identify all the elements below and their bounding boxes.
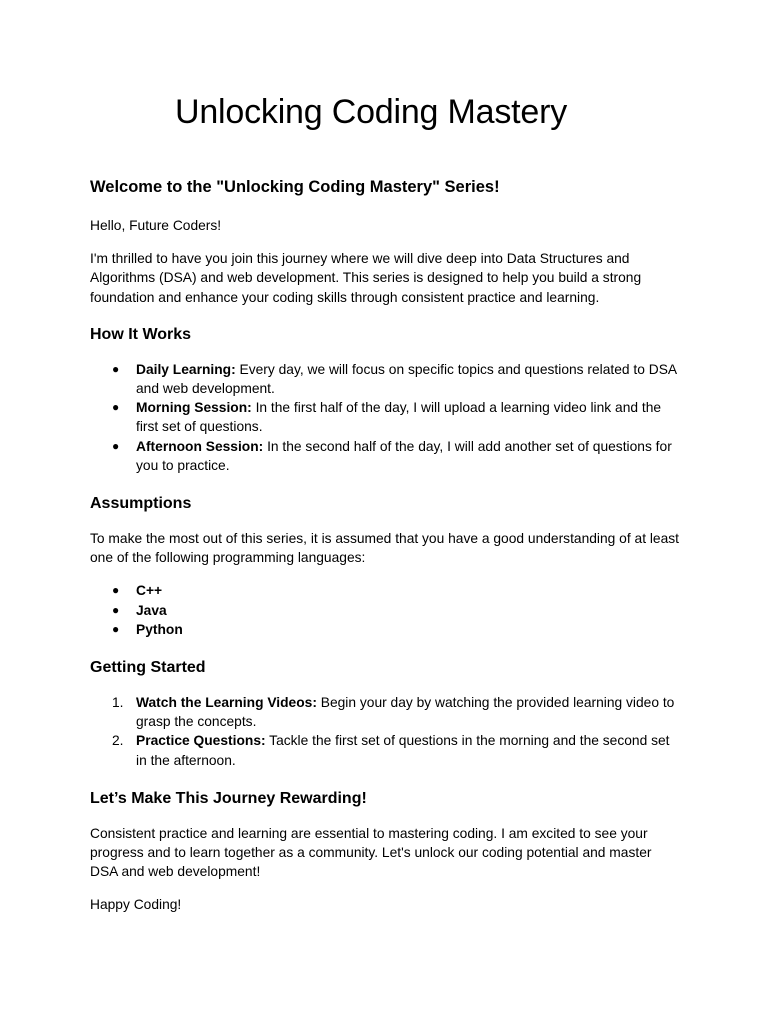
list-item: [90, 601, 682, 620]
list-number: 2.: [112, 733, 124, 749]
list-item-label: Morning Session:: [136, 400, 252, 416]
list-item: [90, 437, 682, 475]
list-item: [90, 693, 682, 731]
bullet-icon: ●: [112, 438, 120, 453]
list-item-text: In the first half of the day, I will upload a learning video link and the first set of questions.: [136, 400, 662, 435]
list-item: [90, 398, 682, 436]
language-label: Java: [136, 602, 167, 618]
assumptions-paragraph: To make the most out of this series, it is assumed that you have a good understanding of at least one of the following programming languages:: [90, 531, 680, 566]
bullet-icon: ●: [112, 621, 120, 636]
list-item: [90, 731, 682, 769]
list-item-label: Afternoon Session:: [136, 438, 264, 454]
document-title: Unlocking Coding Mastery: [174, 93, 568, 131]
list-item: [90, 581, 682, 600]
list-number: 1.: [112, 695, 124, 711]
welcome-heading: Welcome to the "Unlocking Coding Mastery" Series!: [90, 178, 500, 196]
list-item-label: Practice Questions:: [136, 733, 266, 749]
document-body: [90, 176, 682, 915]
list-item: [90, 620, 682, 639]
getting-started-list: [90, 693, 682, 770]
list-item-text: Tackle the first set of questions in the morning and the second set in the afternoon.: [136, 733, 670, 768]
list-item-text: Begin your day by watching the provided learning video to grasp the concepts.: [136, 695, 675, 730]
closing-paragraph: Consistent practice and learning are essential to mastering coding. I am excited to see your progress and to learn together as a community. Let's unlock our coding potential and master DSA and web development!: [90, 825, 652, 880]
bullet-icon: ●: [112, 583, 120, 598]
language-label: Python: [136, 621, 183, 637]
bullet-icon: ●: [112, 602, 120, 617]
greeting-text: Hello, Future Coders!: [90, 218, 222, 233]
language-label: C++: [136, 583, 163, 599]
how-it-works-list: [90, 360, 682, 475]
list-item-text: Every day, we will focus on specific topics and questions related to DSA and web development.: [136, 361, 677, 397]
languages-list: [90, 581, 682, 639]
how-it-works-heading: How It Works: [90, 325, 192, 343]
list-item: [90, 360, 682, 398]
list-item-label: Daily Learning:: [136, 361, 236, 377]
bullet-icon: ●: [112, 400, 120, 415]
signoff-text: Happy Coding!: [90, 897, 182, 913]
list-item-label: Watch the Learning Videos:: [136, 695, 317, 711]
bullet-icon: ●: [112, 361, 120, 376]
closing-heading: Let’s Make This Journey Rewarding!: [90, 789, 367, 807]
assumptions-heading: Assumptions: [90, 495, 192, 513]
getting-started-heading: Getting Started: [90, 659, 206, 677]
list-item-text: In the second half of the day, I will add another set of questions for you to practice.: [136, 438, 672, 473]
intro-paragraph: I'm thrilled to have you join this journey where we will dive deep into Data Structures and Algorithms (DSA) and web development. This series is designed to help you build a strong foundation and enhance your coding skills through consistent practice and learning.: [90, 251, 642, 305]
